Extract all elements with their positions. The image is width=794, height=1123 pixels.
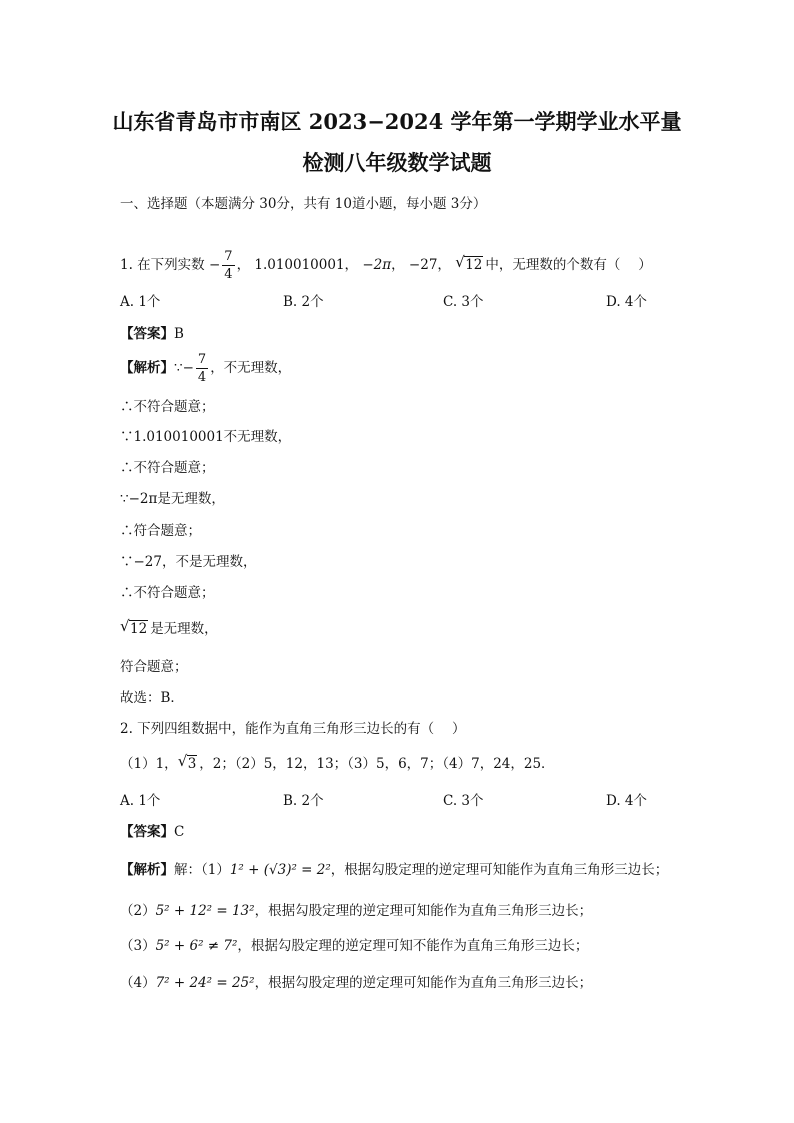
q1-analysis-line7: ∵−27，不是无理数， bbox=[120, 554, 257, 570]
q1-answer-tag: 【答案】 bbox=[120, 326, 174, 342]
q1-analysis-line9 bbox=[120, 617, 218, 638]
q1-stem bbox=[120, 238, 652, 292]
q2-s2-pre: （2） bbox=[120, 903, 156, 919]
q1-a1-num: 7 bbox=[197, 352, 207, 367]
q1-answer-value: B bbox=[174, 326, 184, 342]
q1-sep2: ， bbox=[344, 257, 359, 273]
q1-stem-prefix: 1. 在下列实数 bbox=[120, 257, 205, 273]
radical-sign-icon: √ bbox=[120, 617, 130, 635]
q1-analysis-tag: 【解析】 bbox=[120, 360, 174, 376]
q1-analysis-line5: ∵−2π是无理数， bbox=[120, 491, 225, 507]
q1-fraction bbox=[222, 250, 234, 281]
q2-s4-eq: 7² + 24² = 25² bbox=[155, 975, 255, 991]
q1-stem-suffix: 中，无理数的个数有（ ） bbox=[485, 257, 652, 273]
q2-analysis-line2 bbox=[120, 902, 592, 920]
q1-a1-pre: ∵− bbox=[174, 360, 194, 376]
q2-answer-tag: 【答案】 bbox=[120, 824, 174, 840]
q2-groups-pre: （1）1， bbox=[120, 756, 178, 772]
q2-groups-post: ，2；（2）5，12，13；（3）5，6，7；（4）7，24，25． bbox=[199, 756, 555, 772]
q2-option-d: D. 4个 bbox=[606, 793, 648, 809]
q1-analysis-line1 bbox=[120, 350, 291, 386]
q1-analysis-line3: ∵1.010010001不无理数， bbox=[120, 429, 292, 445]
q2-stem: 2. 下列四组数据中，能作为直角三角形三边长的有（ ） bbox=[120, 721, 466, 737]
q2-analysis-tag: 【解析】 bbox=[120, 862, 174, 878]
q1-num3: −2π bbox=[362, 257, 392, 273]
q2-answer-value: C bbox=[174, 824, 185, 840]
q2-answer bbox=[120, 823, 184, 841]
q2-s2-post: ，根据勾股定理的逆定理可知能作为直角三角形三边长； bbox=[254, 903, 593, 919]
q1-sep1: ， bbox=[236, 257, 251, 273]
q1-a9-post: 是无理数， bbox=[150, 621, 218, 637]
q1-answer bbox=[120, 325, 184, 343]
q2-s1-eq: 1² + (√3)² = 2² bbox=[229, 862, 331, 878]
q2-s3-eq: 5² + 6² ≠ 7² bbox=[155, 938, 238, 954]
q1-analysis-line8: ∴不符合题意； bbox=[120, 585, 215, 601]
q1-option-c: C. 3个 bbox=[443, 294, 484, 310]
q2-s3-pre: （3） bbox=[120, 938, 156, 954]
q2-s3-post: ，根据勾股定理的逆定理可知不能作为直角三角形三边长； bbox=[237, 938, 589, 954]
q2-s4-pre: （4） bbox=[120, 975, 156, 991]
q1-analysis-line11: 故选：B． bbox=[120, 690, 184, 706]
q2-s1-post: ，根据勾股定理的逆定理可知能作为直角三角形三边长； bbox=[330, 862, 669, 878]
q1-sep4: ， bbox=[437, 257, 451, 273]
q1-option-a: A. 1个 bbox=[120, 294, 161, 310]
q1-num4: −27 bbox=[408, 257, 438, 273]
q1-analysis-line6: ∴符合题意； bbox=[120, 523, 201, 539]
q1-option-d: D. 4个 bbox=[606, 294, 648, 310]
q1-option-b: B. 2个 bbox=[283, 294, 324, 310]
q1-a9-sqrt bbox=[120, 617, 148, 638]
q1-sqrt bbox=[455, 238, 483, 292]
q1-analysis-line2: ∴不符合题意； bbox=[120, 399, 215, 415]
page-title-line1: 山东省青岛市市南区 2023−2024 学年第一学期学业水平量 bbox=[112, 109, 682, 134]
q1-analysis-line10: 符合题意； bbox=[120, 659, 188, 675]
section-heading: 一、选择题（本题满分 30分，共有 10道小题，每小题 3分） bbox=[120, 196, 487, 212]
q1-frac-den: 4 bbox=[224, 267, 233, 282]
page-title-line2: 检测八年级数学试题 bbox=[302, 150, 492, 175]
q2-groups bbox=[120, 752, 555, 773]
q2-analysis-line3 bbox=[120, 937, 588, 955]
radical-sign-icon: √ bbox=[455, 253, 465, 271]
q1-a1-fraction bbox=[196, 353, 208, 384]
q1-frac-sign: − bbox=[208, 257, 221, 273]
q2-analysis-line1 bbox=[120, 861, 668, 879]
q1-num2: 1.010010001 bbox=[254, 257, 345, 273]
q1-frac-num: 7 bbox=[224, 249, 233, 264]
q2-option-b: B. 2个 bbox=[283, 793, 324, 809]
q2-groups-sqrt bbox=[177, 752, 198, 773]
q2-groups-sqrt-val: 3 bbox=[187, 756, 197, 772]
q2-option-a: A. 1个 bbox=[120, 793, 161, 809]
q2-analysis-line4 bbox=[120, 974, 592, 992]
q1-a1-post: ，不无理数， bbox=[210, 360, 292, 376]
q1-sqrt-val: 12 bbox=[465, 257, 483, 273]
q2-s2-eq: 5² + 12² = 13² bbox=[155, 903, 255, 919]
q2-option-c: C. 3个 bbox=[443, 793, 484, 809]
q1-analysis-line4: ∴不符合题意； bbox=[120, 460, 215, 476]
radical-sign-icon: √ bbox=[177, 752, 188, 770]
q2-s4-post: ，根据勾股定理的逆定理可知能作为直角三角形三边长； bbox=[254, 975, 593, 991]
q1-sep3: ， bbox=[391, 257, 405, 273]
q1-a9-sqrt-val: 12 bbox=[130, 621, 148, 637]
q2-s1-pre: 解：（1） bbox=[174, 862, 230, 878]
q1-a1-den: 4 bbox=[197, 370, 207, 385]
